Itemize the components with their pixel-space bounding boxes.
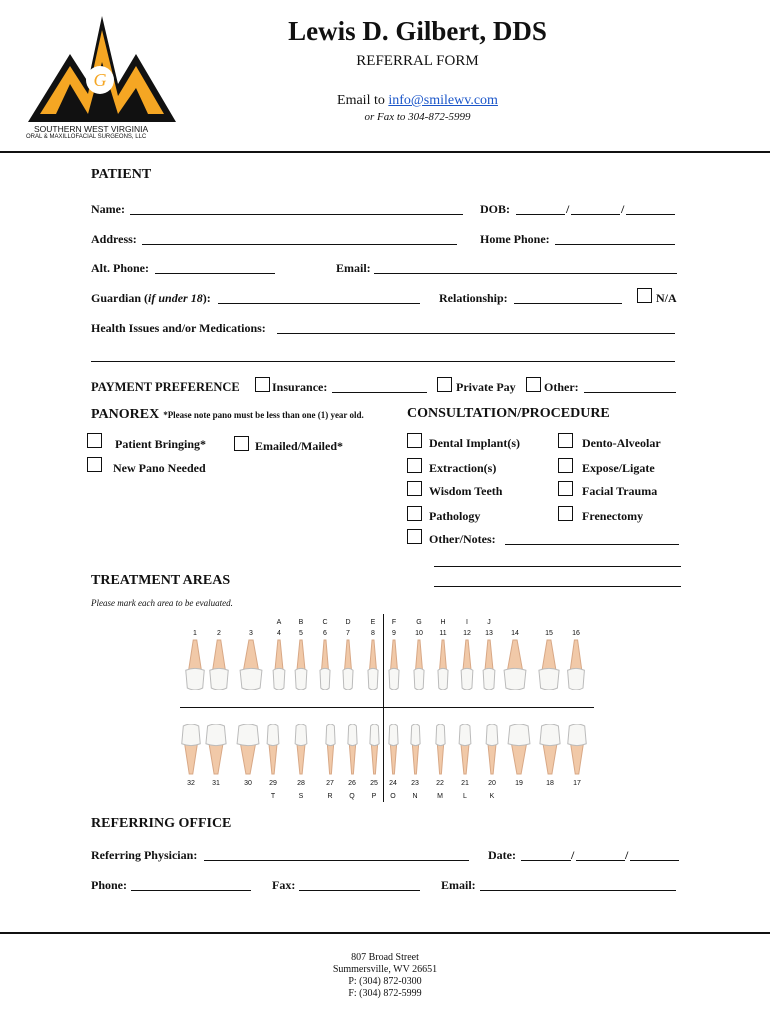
health-label: Health Issues and/or Medications: xyxy=(91,321,266,335)
ref-date-slash-1: / xyxy=(571,848,575,862)
tooth-letter-D: D xyxy=(345,619,351,626)
wisdom-teeth-label: Wisdom Teeth xyxy=(429,484,503,498)
other-payment-checkbox[interactable] xyxy=(526,377,541,392)
logo-text-1: SOUTHERN WEST VIRGINIA xyxy=(34,124,149,134)
tooth-number-28: 28 xyxy=(297,780,305,787)
ref-date-year[interactable] xyxy=(630,860,679,861)
tooth-number-26: 26 xyxy=(348,780,356,787)
guardian-end: ): xyxy=(202,291,211,305)
footer-address xyxy=(0,952,770,1000)
email-prefix: Email to xyxy=(337,93,389,108)
tooth-31[interactable] xyxy=(204,724,228,776)
ref-date-slash-2: / xyxy=(625,848,629,862)
dental-implants-label: Dental Implant(s) xyxy=(429,436,521,450)
tooth-letter-L: L xyxy=(463,793,467,800)
tooth-letter-F: F xyxy=(391,619,397,626)
ref-date-month[interactable] xyxy=(521,860,571,861)
guardian-italic: if under 18 xyxy=(148,291,203,305)
tooth-letter-R: R xyxy=(327,793,333,800)
ref-date-day[interactable] xyxy=(576,860,625,861)
tooth-number-2: 2 xyxy=(217,630,221,637)
na-checkbox[interactable] xyxy=(637,288,652,303)
tooth-letter-C: C xyxy=(322,619,328,626)
home-phone-field[interactable] xyxy=(555,244,675,245)
tooth-letter-P: P xyxy=(371,793,377,800)
health-field[interactable] xyxy=(277,333,675,334)
tooth-1[interactable] xyxy=(184,638,206,690)
tooth-number-32: 32 xyxy=(187,780,195,787)
pathology-checkbox[interactable] xyxy=(407,506,422,521)
tooth-letter-K: K xyxy=(489,793,495,800)
other-notes-field-1[interactable] xyxy=(505,544,679,545)
tooth-number-25: 25 xyxy=(370,780,378,787)
tooth-9[interactable] xyxy=(388,638,400,690)
ref-date-label: Date: xyxy=(488,848,516,862)
tooth-2[interactable] xyxy=(208,638,230,690)
tooth-32[interactable] xyxy=(180,724,202,776)
tooth-7[interactable] xyxy=(342,638,354,690)
tooth-24[interactable] xyxy=(388,724,399,776)
midline-vertical xyxy=(383,614,384,802)
ref-phone-field[interactable] xyxy=(131,890,251,891)
tooth-15[interactable] xyxy=(537,638,561,690)
email-field[interactable] xyxy=(374,273,677,274)
alt-phone-field[interactable] xyxy=(155,273,275,274)
email-label: Email: xyxy=(336,261,371,275)
insurance-checkbox[interactable] xyxy=(255,377,270,392)
tooth-number-14: 14 xyxy=(511,630,519,637)
frenectomy-checkbox[interactable] xyxy=(558,506,573,521)
tooth-number-5: 5 xyxy=(299,630,303,637)
tooth-number-21: 21 xyxy=(461,780,469,787)
dental-implants-checkbox[interactable] xyxy=(407,433,422,448)
other-payment-label: Other: xyxy=(544,380,579,394)
pathology-label: Pathology xyxy=(429,509,481,523)
tooth-25[interactable] xyxy=(369,724,380,776)
private-pay-checkbox[interactable] xyxy=(437,377,452,392)
tooth-letter-A: A xyxy=(276,619,282,626)
tooth-11[interactable] xyxy=(437,638,449,690)
tooth-letter-H: H xyxy=(440,619,446,626)
other-notes-checkbox[interactable] xyxy=(407,529,422,544)
tooth-letter-E: E xyxy=(370,619,376,626)
tooth-18[interactable] xyxy=(538,724,562,776)
guardian-text: Guardian ( xyxy=(91,291,149,305)
dob-slash-2: / xyxy=(621,202,625,216)
email-line xyxy=(0,93,770,109)
dob-label: DOB: xyxy=(480,202,510,216)
dob-slash-1: / xyxy=(566,202,570,216)
new-pano-checkbox[interactable] xyxy=(87,457,102,472)
na-label: N/A xyxy=(656,291,677,305)
consult-title: CONSULTATION/PROCEDURE xyxy=(407,406,610,421)
expose-ligate-label: Expose/Ligate xyxy=(582,461,655,475)
tooth-letter-M: M xyxy=(437,793,443,800)
tooth-21[interactable] xyxy=(458,724,472,776)
footer-divider xyxy=(0,932,770,934)
ref-fax-field[interactable] xyxy=(299,890,420,891)
tooth-number-10: 10 xyxy=(415,630,423,637)
tooth-number-30: 30 xyxy=(244,780,252,787)
tooth-3[interactable] xyxy=(238,638,264,690)
physician-label: Referring Physician: xyxy=(91,848,198,862)
tooth-8[interactable] xyxy=(367,638,379,690)
other-notes-label: Other/Notes: xyxy=(429,532,496,546)
tooth-number-8: 8 xyxy=(371,630,375,637)
guardian-label xyxy=(91,291,211,306)
address-label: Address: xyxy=(91,232,137,246)
panorex-note: *Please note pano must be less than one (1) year old. xyxy=(163,410,364,420)
tooth-29[interactable] xyxy=(266,724,280,776)
dento-alveolar-label: Dento-Alveolar xyxy=(582,436,661,450)
tooth-12[interactable] xyxy=(460,638,474,690)
form-title: REFERRAL FORM xyxy=(356,53,479,69)
home-phone-label: Home Phone: xyxy=(480,232,550,246)
tooth-letter-S: S xyxy=(298,793,304,800)
tooth-14[interactable] xyxy=(502,638,528,690)
tooth-number-1: 1 xyxy=(193,630,197,637)
tooth-28[interactable] xyxy=(294,724,308,776)
tooth-20[interactable] xyxy=(485,724,499,776)
relationship-label: Relationship: xyxy=(439,291,508,305)
insurance-label: Insurance: xyxy=(272,380,328,394)
tooth-number-16: 16 xyxy=(572,630,580,637)
tooth-number-17: 17 xyxy=(573,780,581,787)
email-link[interactable]: info@smilewv.com xyxy=(388,93,498,108)
tooth-number-4: 4 xyxy=(277,630,281,637)
dento-alveolar-checkbox[interactable] xyxy=(558,433,573,448)
new-pano-label: New Pano Needed xyxy=(113,461,206,475)
tooth-number-27: 27 xyxy=(326,780,334,787)
tooth-number-20: 20 xyxy=(488,780,496,787)
tooth-number-9: 9 xyxy=(392,630,396,637)
private-pay-label: Private Pay xyxy=(456,380,516,394)
midline-horizontal xyxy=(180,707,594,708)
patient-title: PATIENT xyxy=(91,167,152,182)
footer-phone: P: (304) 872-0300 xyxy=(348,976,422,987)
name-label: Name: xyxy=(91,202,125,216)
tooth-number-12: 12 xyxy=(463,630,471,637)
tooth-10[interactable] xyxy=(413,638,425,690)
treatment-instruction: Please mark each area to be evaluated. xyxy=(91,598,233,608)
frenectomy-label: Frenectomy xyxy=(582,509,644,523)
other-payment-field[interactable] xyxy=(584,392,676,393)
tooth-19[interactable] xyxy=(506,724,532,776)
address-field[interactable] xyxy=(142,244,457,245)
tooth-30[interactable] xyxy=(235,724,261,776)
other-notes-field-3[interactable] xyxy=(434,586,681,587)
ref-phone-label: Phone: xyxy=(91,878,127,892)
other-notes-field-2[interactable] xyxy=(434,566,681,567)
dob-field-day[interactable] xyxy=(571,214,620,215)
tooth-16[interactable] xyxy=(566,638,586,690)
footer-city: Summersville, WV 26651 xyxy=(332,964,438,975)
relationship-field[interactable] xyxy=(514,303,622,304)
tooth-number-23: 23 xyxy=(411,780,419,787)
treatment-title: TREATMENT AREAS xyxy=(91,573,231,588)
header-divider xyxy=(0,151,770,153)
tooth-27[interactable] xyxy=(325,724,336,776)
tooth-number-15: 15 xyxy=(545,630,553,637)
dob-field-year[interactable] xyxy=(626,214,675,215)
ref-email-field[interactable] xyxy=(480,890,676,891)
tooth-4[interactable] xyxy=(272,638,286,690)
payment-title: PAYMENT PREFERENCE xyxy=(91,380,240,394)
tooth-letter-Q: Q xyxy=(349,793,355,800)
tooth-6[interactable] xyxy=(319,638,331,690)
emailed-mailed-label: Emailed/Mailed* xyxy=(255,439,343,453)
ref-email-label: Email: xyxy=(441,878,476,892)
tooth-number-6: 6 xyxy=(323,630,327,637)
panorex-heading xyxy=(91,405,364,423)
svg-text:G: G xyxy=(93,70,107,90)
tooth-number-22: 22 xyxy=(436,780,444,787)
tooth-number-18: 18 xyxy=(546,780,554,787)
tooth-5[interactable] xyxy=(294,638,308,690)
patient-bringing-label: Patient Bringing* xyxy=(115,437,207,451)
tooth-number-11: 11 xyxy=(439,630,447,637)
tooth-letter-O: O xyxy=(390,793,396,800)
name-field[interactable] xyxy=(130,214,463,215)
referring-title: REFERRING OFFICE xyxy=(91,816,232,831)
tooth-13[interactable] xyxy=(482,638,496,690)
tooth-letter-J: J xyxy=(487,619,491,626)
tooth-23[interactable] xyxy=(410,724,421,776)
extractions-label: Extraction(s) xyxy=(429,461,497,475)
ref-fax-label: Fax: xyxy=(272,878,296,892)
tooth-number-19: 19 xyxy=(515,780,523,787)
facial-trauma-checkbox[interactable] xyxy=(558,481,573,496)
tooth-letter-N: N xyxy=(412,793,418,800)
footer-fax: F: (304) 872-5999 xyxy=(348,988,422,999)
guardian-field[interactable] xyxy=(218,303,420,304)
fax-line: or Fax to 304-872-5999 xyxy=(364,111,471,123)
tooth-number-29: 29 xyxy=(269,780,277,787)
physician-field[interactable] xyxy=(204,860,469,861)
doctor-name: Lewis D. Gilbert, DDS xyxy=(288,16,547,46)
tooth-number-3: 3 xyxy=(249,630,253,637)
tooth-number-13: 13 xyxy=(485,630,493,637)
facial-trauma-label: Facial Trauma xyxy=(582,484,658,498)
tooth-number-31: 31 xyxy=(212,780,220,787)
patient-bringing-checkbox[interactable] xyxy=(87,433,102,448)
dob-field-month[interactable] xyxy=(516,214,565,215)
panorex-title: PANOREX xyxy=(91,407,160,422)
tooth-17[interactable] xyxy=(566,724,588,776)
alt-phone-label: Alt. Phone: xyxy=(91,261,149,275)
wisdom-teeth-checkbox[interactable] xyxy=(407,481,422,496)
tooth-number-24: 24 xyxy=(389,780,397,787)
emailed-mailed-checkbox[interactable] xyxy=(234,436,249,451)
tooth-number-7: 7 xyxy=(346,630,350,637)
tooth-22[interactable] xyxy=(435,724,446,776)
tooth-letter-B: B xyxy=(298,619,304,626)
logo-text-2: ORAL & MAXILLOFACIAL SURGEONS, LLC xyxy=(26,134,147,140)
insurance-field[interactable] xyxy=(332,392,427,393)
tooth-letter-I: I xyxy=(466,619,468,626)
tooth-letter-G: G xyxy=(416,619,422,626)
footer-street: 807 Broad Street xyxy=(351,952,419,963)
expose-ligate-checkbox[interactable] xyxy=(558,458,573,473)
health-field-2[interactable] xyxy=(91,361,675,362)
tooth-26[interactable] xyxy=(347,724,358,776)
extractions-checkbox[interactable] xyxy=(407,458,422,473)
tooth-letter-T: T xyxy=(270,793,276,800)
